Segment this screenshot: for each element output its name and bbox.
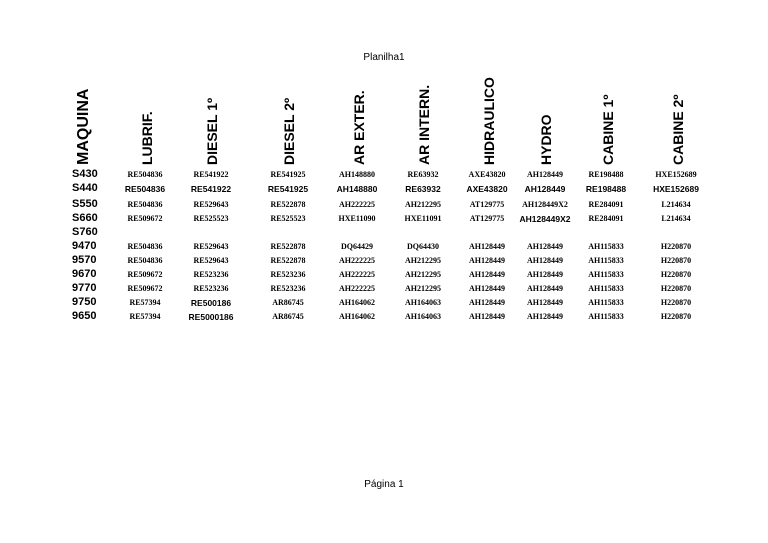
part-number-cell: RE504836: [127, 256, 163, 265]
part-number-cell: RE541925: [270, 170, 306, 179]
part-number-cell: AH212295: [405, 200, 441, 209]
part-number-cell: RE509672: [127, 284, 163, 293]
part-number-cell: AH212295: [405, 256, 441, 265]
part-number-cell: RE529643: [193, 242, 229, 251]
part-number-cell: AH212295: [405, 284, 441, 293]
machine-model: 9470: [72, 240, 97, 252]
part-number-cell: H220870: [660, 270, 692, 279]
part-number-cell: RE525523: [193, 214, 229, 223]
part-number-cell: AH164062: [339, 312, 375, 321]
part-number-cell: AT129775: [469, 214, 505, 223]
machine-model: 9650: [72, 310, 97, 322]
part-number-cell: RE500186: [190, 298, 232, 308]
page-footer: Página 1: [364, 479, 404, 490]
part-number-cell: RE523236: [270, 270, 306, 279]
part-number-cell: RE504836: [127, 200, 163, 209]
part-number-cell: DQ64430: [407, 242, 439, 251]
part-number-cell: HXE11091: [404, 214, 442, 223]
part-number-cell: AH128449: [527, 298, 563, 307]
part-number-cell: RE523236: [193, 284, 229, 293]
part-number-cell: AH222225: [339, 284, 375, 293]
part-number-cell: AH128449: [527, 270, 563, 279]
part-number-cell: AH148880: [336, 184, 378, 194]
part-number-cell: AH128449: [469, 284, 505, 293]
part-number-cell: AH148880: [339, 170, 375, 179]
part-number-cell: AH128449X2: [519, 214, 571, 224]
part-number-cell: AR86745: [272, 312, 304, 321]
column-header-label: DIESEL 1º: [204, 97, 220, 165]
machine-model: S550: [72, 198, 98, 210]
part-number-cell: H220870: [660, 284, 692, 293]
part-number-cell: AH128449: [527, 284, 563, 293]
part-number-cell: DQ64429: [341, 242, 373, 251]
part-number-cell: AH128449: [469, 270, 505, 279]
part-number-cell: AH115833: [588, 256, 624, 265]
part-number-cell: AH222225: [339, 256, 375, 265]
part-number-cell: AH128449: [527, 312, 563, 321]
column-header-label: HIDRAULICO: [481, 77, 497, 165]
part-number-cell: AXE43820: [466, 184, 508, 194]
part-number-cell: AH222225: [339, 200, 375, 209]
part-number-cell: AH222225: [339, 270, 375, 279]
part-number-cell: RE509672: [127, 270, 163, 279]
column-header-label: AR INTERN.: [416, 84, 432, 165]
part-number-cell: AH115833: [588, 298, 624, 307]
part-number-cell: RE198488: [585, 184, 627, 194]
part-number-cell: AH115833: [588, 242, 624, 251]
part-number-cell: AH128449: [527, 170, 563, 179]
part-number-cell: RE523236: [193, 270, 229, 279]
column-header-label: DIESEL 2º: [281, 97, 297, 165]
part-number-cell: RE529643: [193, 256, 229, 265]
part-number-cell: L214634: [661, 200, 691, 209]
part-number-cell: HXE11090: [338, 214, 376, 223]
part-number-cell: RE541922: [190, 184, 232, 194]
column-header-label: AR EXTER.: [351, 90, 367, 165]
part-number-cell: AH128449: [527, 256, 563, 265]
part-number-cell: AH115833: [588, 270, 624, 279]
part-number-cell: RE284091: [588, 214, 624, 223]
column-header-label: CABINE 2º: [670, 94, 686, 165]
machine-model: 9670: [72, 268, 97, 280]
part-number-cell: AT129775: [469, 200, 505, 209]
machine-model: 9770: [72, 282, 97, 294]
part-number-cell: RE522878: [270, 242, 306, 251]
part-number-cell: AH115833: [588, 284, 624, 293]
part-number-cell: AH212295: [405, 270, 441, 279]
part-number-cell: H220870: [660, 242, 692, 251]
part-number-cell: RE504836: [127, 242, 163, 251]
part-number-cell: RE509672: [127, 214, 163, 223]
part-number-cell: AH164063: [405, 298, 441, 307]
part-number-cell: RE525523: [270, 214, 306, 223]
part-number-cell: AH164062: [339, 298, 375, 307]
part-number-cell: RE522878: [270, 256, 306, 265]
sheet-title: Planilha1: [363, 52, 405, 63]
part-number-cell: AXE43820: [468, 170, 506, 179]
part-number-cell: RE504836: [127, 170, 163, 179]
part-number-cell: RE522878: [270, 200, 306, 209]
machine-model: S430: [72, 168, 98, 180]
part-number-cell: H220870: [660, 256, 692, 265]
part-number-cell: AH128449X2: [522, 200, 568, 209]
part-number-cell: HXE152689: [653, 184, 699, 194]
column-header-label: LUBRIF.: [139, 111, 155, 165]
part-number-cell: RE523236: [270, 284, 306, 293]
part-number-cell: AH128449: [469, 298, 505, 307]
part-number-cell: AR86745: [272, 298, 304, 307]
part-number-cell: RE529643: [193, 200, 229, 209]
part-number-cell: AH128449: [469, 312, 505, 321]
part-number-cell: RE504836: [124, 184, 166, 194]
part-number-cell: RE284091: [588, 200, 624, 209]
part-number-cell: AH164063: [405, 312, 441, 321]
machine-model: S440: [72, 182, 98, 194]
part-number-cell: RE63932: [407, 170, 439, 179]
machine-model: S660: [72, 212, 98, 224]
part-number-cell: H220870: [660, 312, 692, 321]
part-number-cell: AH128449: [469, 256, 505, 265]
part-number-cell: AH128449: [524, 184, 566, 194]
part-number-cell: RE57394: [129, 312, 161, 321]
part-number-cell: RE541922: [193, 170, 229, 179]
machine-model: 9570: [72, 254, 97, 266]
part-number-cell: RE198488: [588, 170, 624, 179]
part-number-cell: HXE152689: [655, 170, 697, 179]
column-header-label: MAQUINA: [75, 88, 92, 165]
column-header-label: HYDRO: [538, 114, 554, 165]
machine-model: 9750: [72, 296, 97, 308]
part-number-cell: AH128449: [527, 242, 563, 251]
part-number-cell: H220870: [660, 298, 692, 307]
part-number-cell: L214634: [661, 214, 691, 223]
part-number-cell: AH128449: [469, 242, 505, 251]
part-number-cell: RE57394: [129, 298, 161, 307]
part-number-cell: RE541925: [267, 184, 309, 194]
column-header-label: CABINE 1º: [600, 94, 616, 165]
machine-model: S760: [72, 226, 98, 238]
part-number-cell: AH115833: [588, 312, 624, 321]
part-number-cell: RE5000186: [188, 312, 234, 322]
part-number-cell: RE63932: [405, 184, 441, 194]
